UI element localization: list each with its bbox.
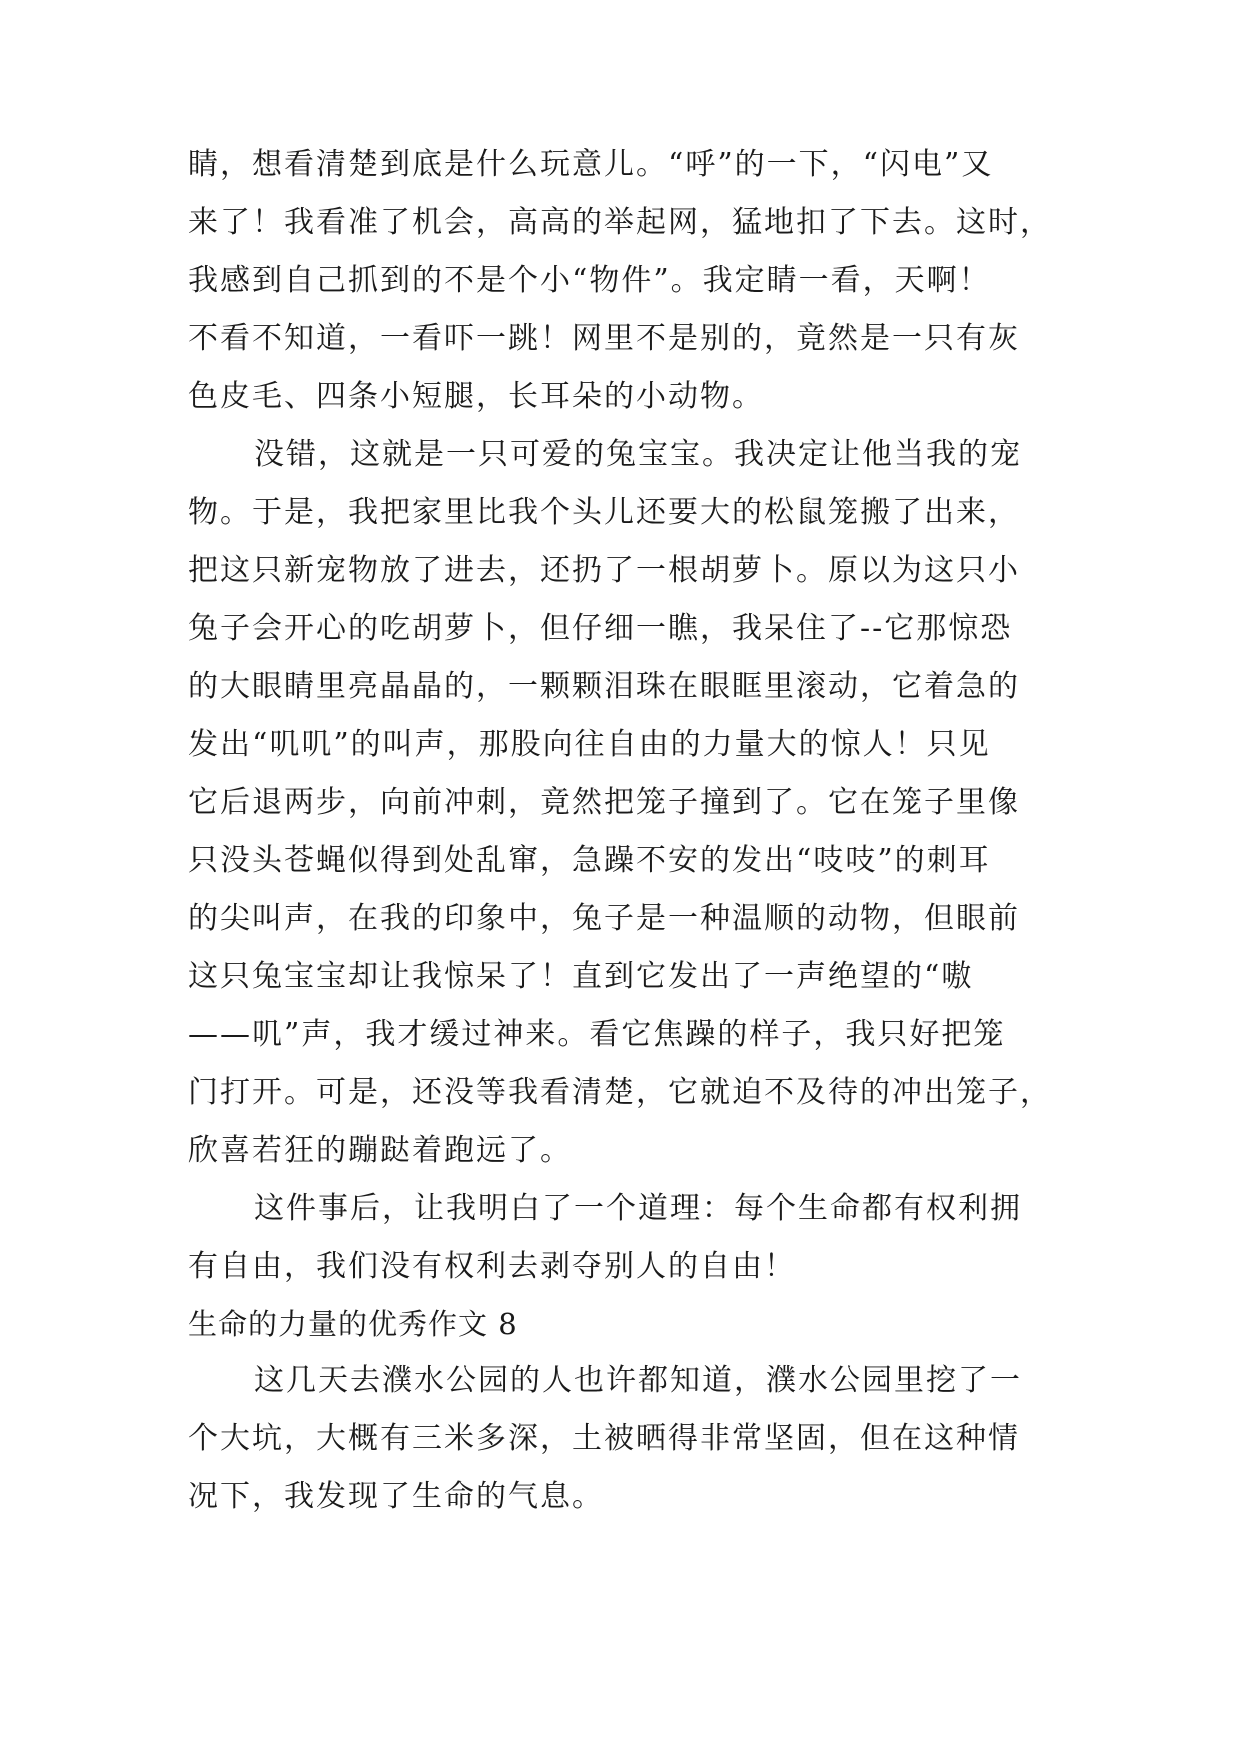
text-line: 兔子会开心的吃胡萝卜，但仔细一瞧，我呆住了--它那惊恐 <box>188 611 1013 646</box>
text-line: ——叽”声，我才缓过神来。看它焦躁的样子，我只好把笼 <box>188 1017 1006 1052</box>
paragraph-park <box>188 1352 1056 1526</box>
text-line: 个大坑，大概有三米多深，土被晒得非常坚固，但在这种情 <box>188 1421 1020 1456</box>
text-line: 的大眼睛里亮晶晶的，一颗颗泪珠在眼眶里滚动，它着急的 <box>188 669 1020 704</box>
text-line: 色皮毛、四条小短腿，长耳朵的小动物。 <box>188 379 764 414</box>
text-line: 没错，这就是一只可爱的兔宝宝。我决定让他当我的宠 <box>254 437 1022 472</box>
essay-heading: 生命的力量的优秀作文 8 <box>188 1307 518 1341</box>
text-line: 我感到自己抓到的不是个小“物件”。我定睛一看，天啊！ <box>188 263 991 298</box>
text-line: 门打开。可是，还没等我看清楚，它就迫不及待的冲出笼子， <box>188 1075 1052 1110</box>
text-line: 的尖叫声，在我的印象中，兔子是一种温顺的动物，但眼前 <box>188 901 1020 936</box>
text-line: 睛，想看清楚到底是什么玩意儿。“呼”的一下，“闪电”又 <box>188 147 994 182</box>
paragraph-rabbit <box>188 426 1056 1180</box>
text-line: 来了！我看准了机会，高高的举起网，猛地扣了下去。这时， <box>188 205 1052 240</box>
document-body <box>188 136 1056 1526</box>
text-line: 况下，我发现了生命的气息。 <box>188 1479 604 1514</box>
text-line: 只没头苍蝇似得到处乱窜，急躁不安的发出“吱吱”的刺耳 <box>188 843 991 878</box>
text-line: 不看不知道，一看吓一跳！网里不是别的，竟然是一只有灰 <box>188 321 1020 356</box>
text-line: 这件事后，让我明白了一个道理：每个生命都有权利拥 <box>254 1191 1022 1226</box>
text-line: 这只兔宝宝却让我惊呆了！直到它发出了一声绝望的“嗷 <box>188 959 974 994</box>
text-line: 物。于是，我把家里比我个头儿还要大的松鼠笼搬了出来， <box>188 495 1020 530</box>
text-line: 把这只新宠物放了进去，还扔了一根胡萝卜。原以为这只小 <box>188 553 1020 588</box>
text-line: 这几天去濮水公园的人也许都知道，濮水公园里挖了一 <box>254 1363 1022 1398</box>
text-line: 有自由，我们没有权利去剥夺别人的自由！ <box>188 1249 796 1284</box>
text-line: 它后退两步，向前冲刺，竟然把笼子撞到了。它在笼子里像 <box>188 785 1020 820</box>
paragraph-continuation <box>188 136 1056 426</box>
text-line: 欣喜若狂的蹦跶着跑远了。 <box>188 1133 572 1168</box>
text-line: 发出“叽叽”的叫声，那股向往自由的力量大的惊人！只见 <box>188 727 991 762</box>
paragraph-conclusion <box>188 1180 1056 1296</box>
